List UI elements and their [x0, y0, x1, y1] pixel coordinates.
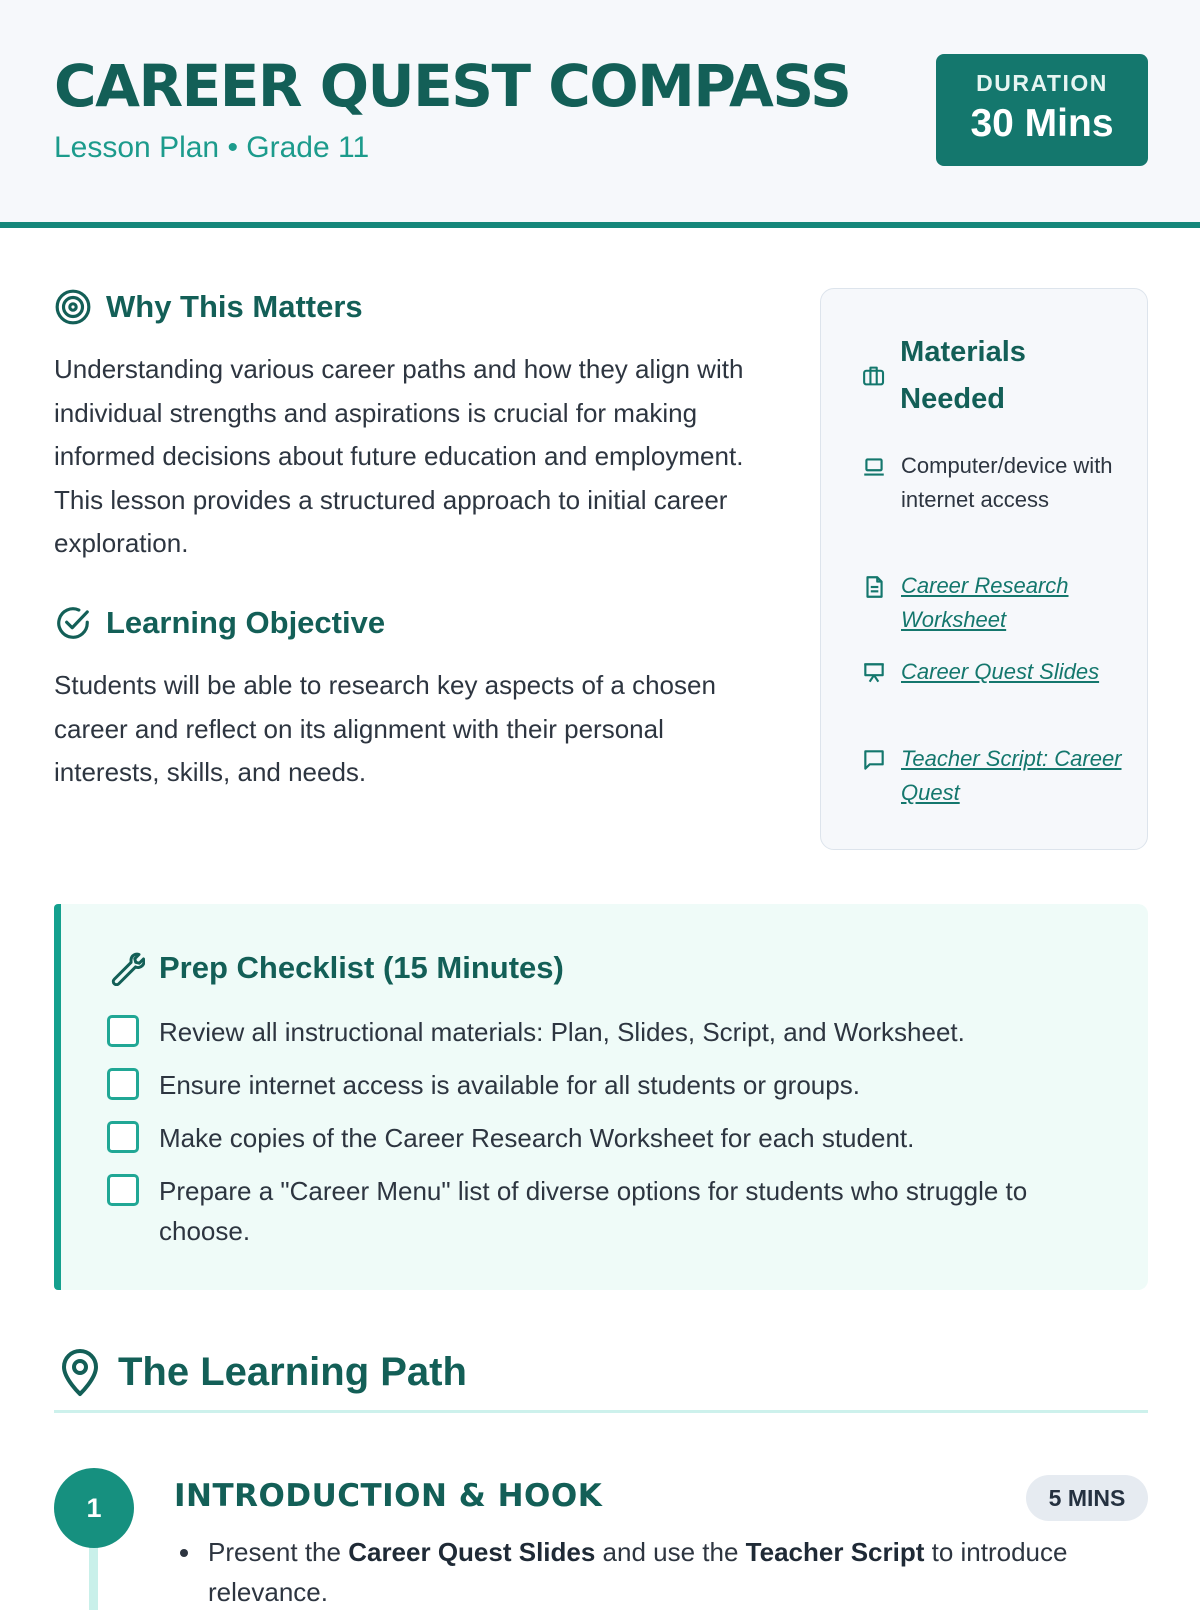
- materials-card: [820, 288, 1148, 850]
- step-duration-badge: 5 MINS: [1026, 1475, 1148, 1521]
- checkbox[interactable]: [107, 1015, 139, 1047]
- prep-checklist: [54, 904, 1148, 1290]
- checklist-item-text: Ensure internet access is available for all students or groups.: [159, 1070, 860, 1100]
- page-title: CAREER QUEST COMPASS: [54, 52, 851, 120]
- checklist-item[interactable]: [107, 1012, 1097, 1052]
- objective-heading: [54, 604, 385, 642]
- script-link[interactable]: Teacher Script: Career Quest: [901, 746, 1122, 805]
- duration-label: DURATION: [976, 70, 1108, 96]
- map-pin-icon: [56, 1346, 104, 1398]
- check-circle-icon: [54, 604, 92, 642]
- chat-icon: [861, 747, 887, 773]
- briefcase-icon: [861, 363, 886, 389]
- checklist-item[interactable]: [107, 1171, 1097, 1251]
- materials-heading: [861, 329, 1131, 423]
- objective-heading-text: Learning Objective: [106, 605, 386, 640]
- materials-item[interactable]: [861, 655, 1131, 689]
- page-header: [0, 0, 1200, 228]
- duration-value: 30 Mins: [970, 102, 1114, 145]
- step-title: INTRODUCTION & HOOK: [174, 1478, 603, 1514]
- checklist-item-text: Make copies of the Career Research Worksheet for each student.: [159, 1123, 915, 1153]
- why-body: Understanding various career paths and how they align with individual strengths and aspirations is crucial for making informed decisions about future education and employment. This lesson provides a structured approach to initial career exploration.: [54, 354, 744, 558]
- duration-badge: [936, 54, 1148, 166]
- checkbox[interactable]: [107, 1174, 139, 1206]
- why-heading-text: Why This Matters: [106, 289, 363, 324]
- prep-heading: [109, 950, 564, 986]
- why-heading: [54, 288, 363, 326]
- document-icon: [861, 574, 887, 600]
- slides-link[interactable]: Career Quest Slides: [901, 659, 1100, 684]
- learning-path-heading: [56, 1346, 467, 1398]
- checkbox[interactable]: [107, 1068, 139, 1100]
- materials-item-label: Computer/device with internet access: [901, 453, 1113, 512]
- step-bullet: Present the Career Quest Slides and use the Teacher Script to introduce relevance.: [176, 1532, 1136, 1612]
- divider: [54, 1410, 1148, 1413]
- materials-item[interactable]: [861, 742, 1131, 810]
- materials-heading-text: Materials Needed: [900, 336, 1026, 415]
- prep-heading-text: Prep Checklist (15 Minutes): [159, 950, 564, 985]
- learning-path-heading-text: The Learning Path: [118, 1349, 467, 1394]
- worksheet-link[interactable]: Career Research Worksheet: [901, 573, 1069, 632]
- target-icon: [54, 288, 92, 326]
- page-subtitle: Lesson Plan • Grade 11: [54, 131, 370, 164]
- checkbox[interactable]: [107, 1121, 139, 1153]
- materials-item[interactable]: [861, 569, 1131, 637]
- presentation-icon: [861, 660, 887, 686]
- step-number: 1: [54, 1468, 134, 1548]
- checklist-item-text: Review all instructional materials: Plan, Slides, Script, and Worksheet.: [159, 1017, 965, 1047]
- checklist-item-text: Prepare a "Career Menu" list of diverse options for students who struggle to choose.: [159, 1176, 1028, 1246]
- checklist-item[interactable]: [107, 1118, 1097, 1158]
- materials-item: [861, 449, 1131, 517]
- objective-body: Students will be able to research key aspects of a chosen career and reflect on its alignment with their personal interests, skills, and needs.: [54, 670, 716, 787]
- wrench-icon: [109, 950, 145, 986]
- step-bullets: [176, 1532, 1136, 1612]
- script-reference: Teacher Script: [745, 1537, 925, 1567]
- checklist-item[interactable]: [107, 1065, 1097, 1105]
- laptop-icon: [861, 454, 887, 480]
- slides-reference: Career Quest Slides: [348, 1537, 596, 1567]
